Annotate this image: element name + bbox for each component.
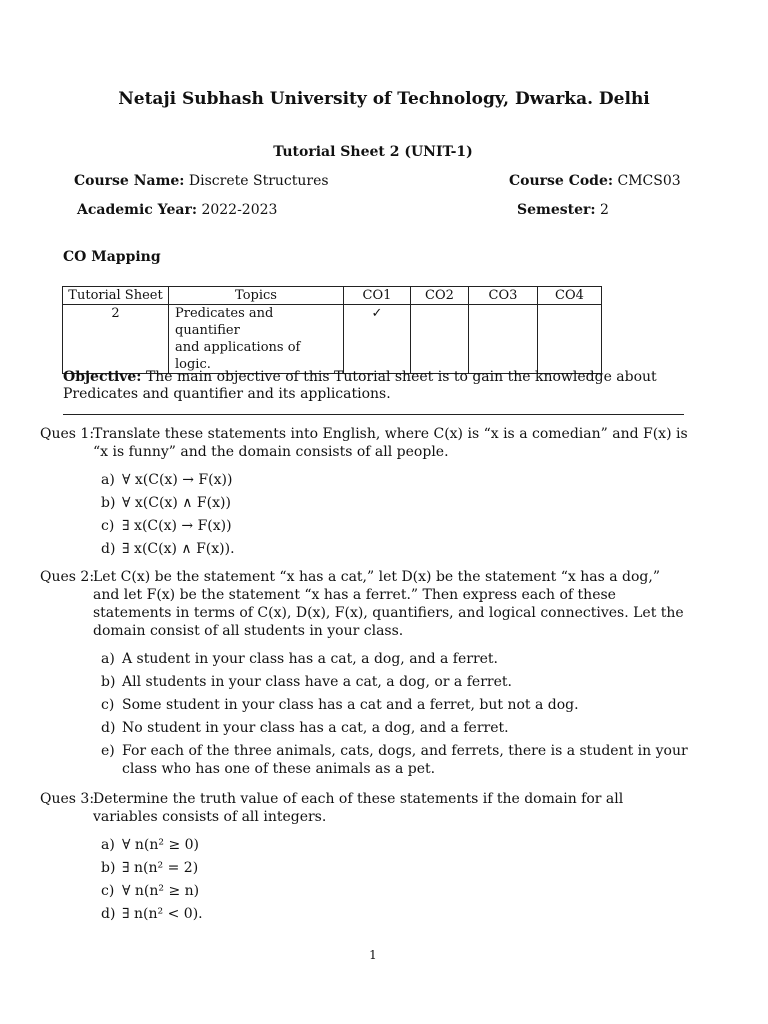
university-title: Netaji Subhash University of Technology, Dwarka. Delhi <box>118 89 650 109</box>
option-letter: d) <box>101 906 116 922</box>
question-text: Determine the truth value of each of these statements if the domain for all variables consists of all integers. <box>93 791 624 825</box>
option-letter: c) <box>101 697 115 713</box>
semester-line <box>517 201 609 219</box>
col-tutorial-sheet: Tutorial Sheet <box>63 287 169 305</box>
option-item <box>101 517 690 535</box>
option-letter: b) <box>101 495 116 511</box>
option-item <box>101 673 690 691</box>
option-item <box>101 836 690 854</box>
course-code-value: CMCS03 <box>617 173 681 189</box>
question-label: Ques 3: <box>40 791 95 807</box>
question-label: Ques 2: <box>40 569 95 585</box>
co-mapping-heading: CO Mapping <box>63 249 161 265</box>
option-text: ∀ x(C(x) → F(x)) <box>122 472 233 488</box>
co-mapping-table <box>62 286 602 374</box>
co-table-row <box>63 305 602 374</box>
option-letter: d) <box>101 541 116 557</box>
question-options <box>101 471 690 558</box>
col-co3: CO3 <box>469 287 538 305</box>
option-letter: a) <box>101 651 115 667</box>
option-item <box>101 859 690 877</box>
academic-year-line <box>77 201 277 219</box>
objective-text: The main objective of this Tutorial sheet is to gain the knowledge about Predicates and quantifier and its applications. <box>63 369 657 402</box>
option-text: ∃ x(C(x) ∧ F(x)). <box>122 541 235 557</box>
option-text: No student in your class has a cat, a dog, and a ferret. <box>122 720 509 736</box>
option-text: ∃ n(n² < 0). <box>122 906 203 922</box>
objective-label: Objective: <box>63 369 142 385</box>
question-2 <box>40 568 690 783</box>
option-text: A student in your class has a cat, a dog, and a ferret. <box>122 651 498 667</box>
col-co1: CO1 <box>344 287 411 305</box>
option-text: ∀ n(n² ≥ 0) <box>122 837 200 853</box>
question-3 <box>40 790 690 928</box>
cell-topics <box>169 305 344 374</box>
option-item <box>101 696 690 714</box>
option-text: Some student in your class has a cat and a ferret, but not a dog. <box>122 697 579 713</box>
tutorial-sheet-title: Tutorial Sheet 2 (UNIT-1) <box>273 144 473 160</box>
option-letter: a) <box>101 472 115 488</box>
question-text: Let C(x) be the statement “x has a cat,” let D(x) be the statement “x has a dog,” and let F(x) be the statement “x has a ferret.” Then express each of these statements in terms of C(x), D(x), F(x), quantifiers, and logical connectives. Let the domain consist of all students in your class. <box>93 569 684 639</box>
option-text: ∃ n(n² = 2) <box>122 860 199 876</box>
option-text: ∀ x(C(x) ∧ F(x)) <box>122 495 231 511</box>
academic-year-label: Academic Year: <box>77 202 197 218</box>
option-letter: a) <box>101 837 115 853</box>
question-options <box>101 650 690 778</box>
option-item <box>101 540 690 558</box>
objective-paragraph <box>63 369 688 403</box>
cell-sheet-number: 2 <box>63 305 169 374</box>
option-text: All students in your class have a cat, a dog, or a ferret. <box>122 674 512 690</box>
option-item <box>101 719 690 737</box>
course-code-line <box>509 172 681 190</box>
co-table-header-row <box>63 287 602 305</box>
option-text: For each of the three animals, cats, dogs, and ferrets, there is a student in your class who has one of these animals as a pet. <box>122 743 688 777</box>
question-options <box>101 836 690 923</box>
page-number: 1 <box>369 948 377 962</box>
cell-co3 <box>469 305 538 374</box>
option-item <box>101 905 690 923</box>
col-co2: CO2 <box>411 287 469 305</box>
question-label: Ques 1: <box>40 426 95 442</box>
col-co4: CO4 <box>538 287 602 305</box>
semester-value: 2 <box>600 202 609 218</box>
topic-line-1: Predicates and quantifier <box>175 306 274 338</box>
option-letter: c) <box>101 518 115 534</box>
option-item <box>101 471 690 489</box>
topic-line-2: and applications of logic. <box>175 340 301 372</box>
course-name-label: Course Name: <box>74 173 185 189</box>
option-item <box>101 742 690 778</box>
academic-year-value: 2022-2023 <box>201 202 278 218</box>
option-text: ∀ n(n² ≥ n) <box>122 883 200 899</box>
option-item <box>101 494 690 512</box>
cell-co2 <box>411 305 469 374</box>
option-item <box>101 882 690 900</box>
horizontal-rule <box>63 414 684 415</box>
col-topics: Topics <box>169 287 344 305</box>
course-name-value: Discrete Structures <box>188 173 329 189</box>
question-1 <box>40 425 690 563</box>
option-item <box>101 650 690 668</box>
option-text: ∃ x(C(x) → F(x)) <box>122 518 232 534</box>
option-letter: b) <box>101 860 116 876</box>
option-letter: e) <box>101 743 115 759</box>
semester-label: Semester: <box>517 202 596 218</box>
course-code-label: Course Code: <box>509 173 614 189</box>
cell-co4 <box>538 305 602 374</box>
option-letter: c) <box>101 883 115 899</box>
option-letter: d) <box>101 720 116 736</box>
cell-co1-checkmark: ✓ <box>344 305 411 374</box>
course-name-line <box>74 172 329 190</box>
option-letter: b) <box>101 674 116 690</box>
question-text: Translate these statements into English, where C(x) is “x is a comedian” and F(x) is “x is funny” and the domain consists of all people. <box>93 426 688 460</box>
